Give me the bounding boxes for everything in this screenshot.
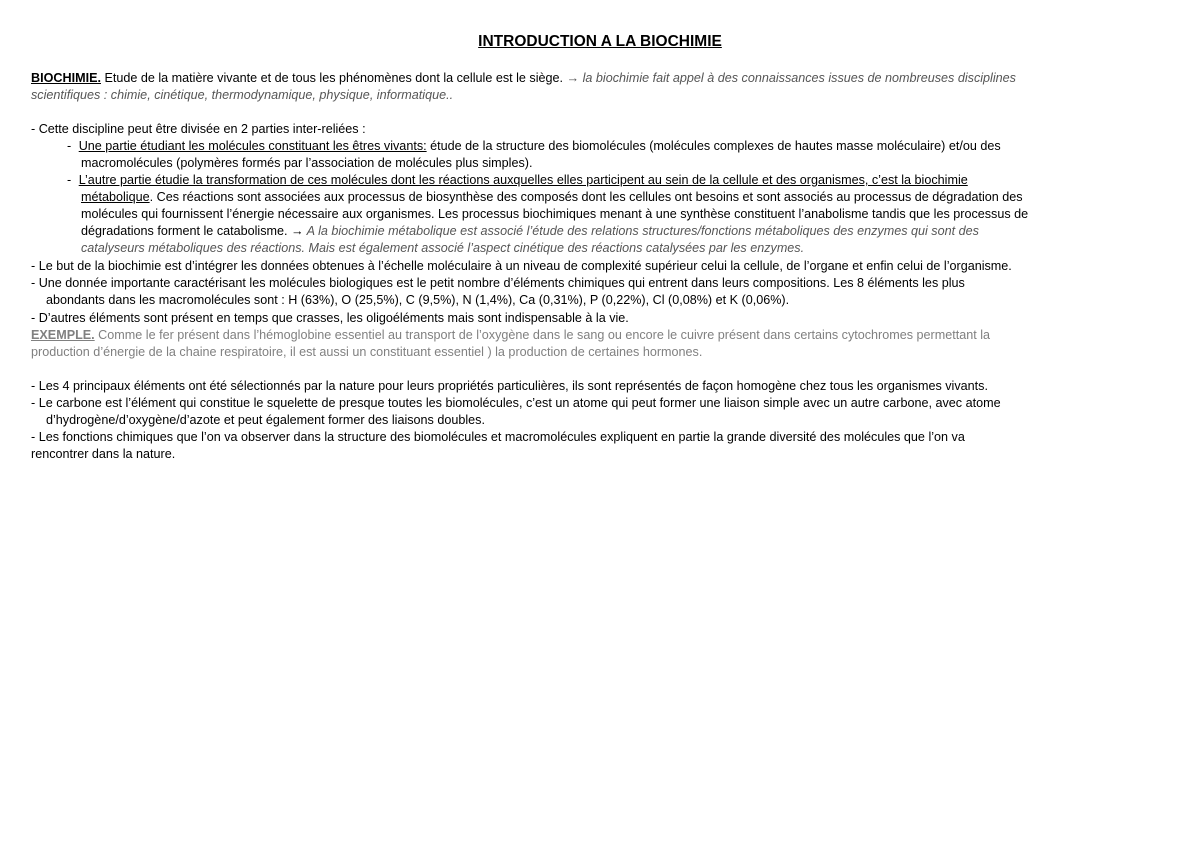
- point-1: - Le but de la biochimie est d’intégrer les données obtenues à l’échelle moléculaire à un niveau de complexité supérieur celui la cellule, de l’organe et enfin celui de l’organisme.: [31, 259, 1012, 273]
- part2-arrow: →: [291, 224, 304, 238]
- point-2-line-2: abondants dans les macromolécules sont : H (63%), O (25,5%), C (9,5%), N (1,4%), Ca (0,31%), P (0,22%), Cl (0,08%) et K (0,06%).: [46, 293, 790, 307]
- point-5-line-2: d’hydrogène/d’oxygène/d’azote et peut également former des liaisons doubles.: [46, 413, 485, 427]
- division-part1-line1: [67, 138, 1167, 155]
- division-part2-note-2: catalyseurs métaboliques des réactions. Mais est également associé l’aspect cinétique des réactions catalysées par les enzymes.: [81, 241, 805, 255]
- intro-term: BIOCHIMIE.: [31, 71, 101, 85]
- example-line-1: [31, 327, 1166, 344]
- document-title: INTRODUCTION A LA BIOCHIMIE: [478, 33, 722, 50]
- division-part2-line2: [81, 189, 1171, 206]
- part2-line2-rest: . Ces réactions sont associées aux processus de biosynthèse des composés dont les cellules ont besoins et sont associés au processus de dégradation des: [149, 190, 1023, 204]
- example-line-2: production d’énergie de la chaine respiratoire, il est aussi un constituant essentiel ) la production de certaines hormones.: [31, 345, 703, 359]
- part2-line4-text: dégradations forment le catabolisme.: [81, 224, 292, 238]
- intro-note-2: scientifiques : chimie, cinétique, thermodynamique, physique, informatique..: [31, 88, 454, 102]
- intro-definition: Etude de la matière vivante et de tous les phénomènes dont la cellule est le siège.: [100, 71, 567, 85]
- part1-rest: étude de la structure des biomolécules (molécules complexes de hautes masse moléculaire) et/ou des: [426, 139, 1001, 153]
- point-6-line-1: - Les fonctions chimiques que l’on va observer dans la structure des biomolécules et macromolécules expliquent en partie la grande diversité des molécules que l’on va: [31, 430, 965, 444]
- division-part1-line2: macromolécules (polymères formés par l’association de molécules plus simples).: [81, 156, 533, 170]
- division-part2-line3: molécules qui fournissent l’énergie nécessaire aux organismes. Les processus biochimiques menant à une synthèse constituent l’anabolisme tandis que les processus de: [81, 207, 1029, 221]
- division-part2-line1: [67, 172, 1167, 189]
- part2-dash: -: [67, 173, 72, 187]
- division-lead: - Cette discipline peut être divisée en 2 parties inter-reliées :: [31, 122, 366, 136]
- part1-underlined: Une partie étudiant les molécules constituant les êtres vivants:: [78, 139, 427, 153]
- point-4: - Les 4 principaux éléments ont été sélectionnés par la nature pour leurs propriétés particulières, ils sont représentés de façon homogène chez tous les organismes vivants.: [31, 379, 988, 393]
- point-2-line-1: - Une donnée importante caractérisant les molécules biologiques est le petit nombre d’éléments chimiques qui entrent dans leurs compositions. Les 8 éléments les plus: [31, 276, 965, 290]
- example-text-1: Comme le fer présent dans l’hémoglobine essentiel au transport de l’oxygène dans le sang ou encore le cuivre présent dans certains cytochromes permettant la: [94, 328, 991, 342]
- part2-note-1: A la biochimie métabolique est associé l’étude des relations structures/fonctions métaboliques des enzymes qui sont des: [303, 224, 979, 238]
- point-3: - D’autres éléments sont présent en temps que crasses, les oligoéléments mais sont indispensable à la vie.: [31, 311, 629, 325]
- part1-dash: -: [67, 139, 72, 153]
- division-part2-line4: [81, 223, 1171, 240]
- intro-arrow: →: [566, 71, 580, 85]
- example-label: EXEMPLE.: [31, 328, 95, 342]
- intro-line-1: [31, 70, 1166, 87]
- point-6-line-2: rencontrer dans la nature.: [31, 447, 176, 461]
- part2-underlined-1: L’autre partie étudie la transformation de ces molécules dont les réactions auxquelles elles participent au sein de la cellule et des organismes, c’est la biochimie: [78, 173, 968, 187]
- part2-underlined-2: métabolique: [81, 190, 150, 204]
- intro-note-1: la biochimie fait appel à des connaissances issues de nombreuses disciplines: [579, 71, 1016, 85]
- point-5-line-1: - Le carbone est l’élément qui constitue le squelette de presque toutes les biomolécules, c’est un atome qui peut former une liaison simple avec un autre carbone, avec atome: [31, 396, 1001, 410]
